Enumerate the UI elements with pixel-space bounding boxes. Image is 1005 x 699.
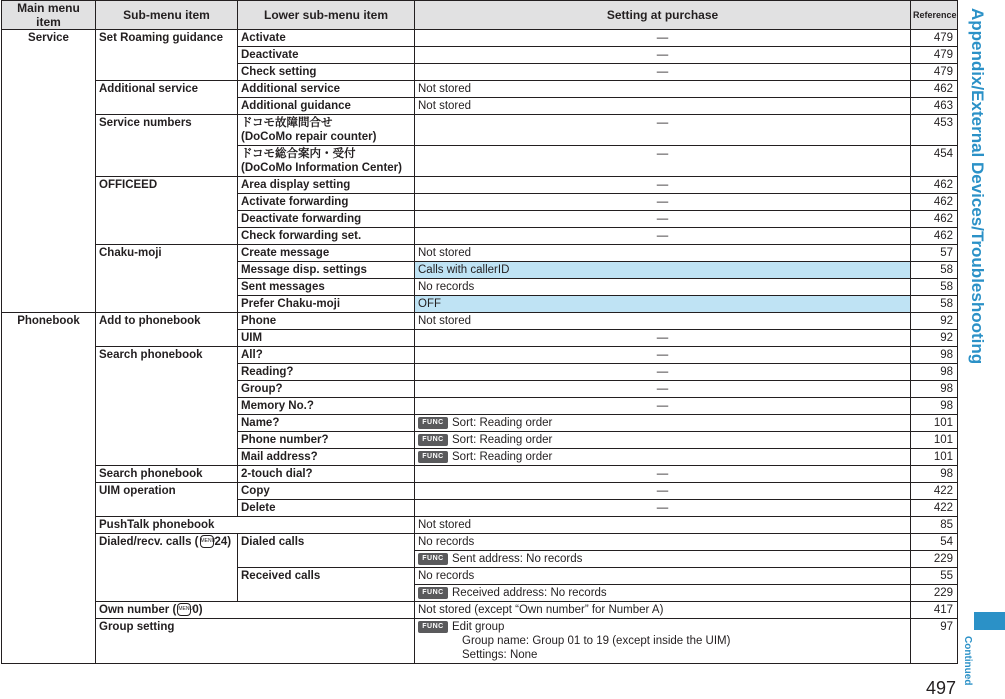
header-setting-at-purchase: Setting at purchase <box>415 1 911 30</box>
reference-cell: 462 <box>911 194 958 211</box>
lower-sub-menu-cell: Create message <box>238 245 415 262</box>
setting-cell: — <box>415 500 911 517</box>
setting-text: Received address: No records <box>452 587 607 599</box>
sub-menu-cell: Add to phonebook <box>96 313 238 347</box>
reference-cell: 92 <box>911 330 958 347</box>
sub-menu-cell: UIM operation <box>96 483 238 517</box>
setting-cell: — <box>415 115 911 146</box>
setting-cell: — <box>415 330 911 347</box>
header-reference: Reference <box>911 1 958 30</box>
table-row <box>2 245 958 262</box>
lower-sub-menu-cell: Additional guidance <box>238 98 415 115</box>
reference-cell: 101 <box>911 415 958 432</box>
sub-menu-cell: Service numbers <box>96 115 238 177</box>
reference-cell: 98 <box>911 364 958 381</box>
sub-menu-text: Dialed/recv. calls ( <box>99 536 199 548</box>
menu-key-icon: MENU <box>200 535 214 548</box>
page-number: 497 <box>926 678 957 698</box>
setting-cell: Not stored <box>415 313 911 330</box>
header-sub-menu-item: Sub-menu item <box>96 1 238 30</box>
lower-sub-menu-cell <box>238 146 415 177</box>
sub-menu-cell <box>96 602 415 619</box>
sub-menu-cell: Search phonebook <box>96 347 238 466</box>
lower-sub-menu-cell: Delete <box>238 500 415 517</box>
side-tab <box>967 8 997 628</box>
sub-menu-cell: OFFICEED <box>96 177 238 245</box>
setting-cell: — <box>415 64 911 81</box>
table-row <box>2 602 958 619</box>
setting-cell: — <box>415 466 911 483</box>
table-row <box>2 177 958 194</box>
table-row <box>2 313 958 330</box>
table-row <box>2 115 958 146</box>
menu-key-icon: MENU <box>177 603 191 616</box>
reference-cell: 58 <box>911 279 958 296</box>
func-key-icon: FUNC <box>418 587 448 599</box>
sub-menu-cell <box>96 534 238 602</box>
table-row <box>2 517 958 534</box>
lower-sub-menu-cell: Activate forwarding <box>238 194 415 211</box>
lower-sub-menu-line: ドコモ総合案内・受付 <box>241 148 356 160</box>
lower-sub-menu-cell: Deactivate forwarding <box>238 211 415 228</box>
setting-text: Edit group <box>452 621 505 633</box>
sub-menu-text: 0) <box>192 604 203 616</box>
setting-cell: Not stored <box>415 98 911 115</box>
reference-cell: 417 <box>911 602 958 619</box>
header-main-menu-item: Main menu item <box>2 1 96 30</box>
lower-sub-menu-line: (DoCoMo Information Center) <box>241 162 402 174</box>
sub-menu-cell: Group setting <box>96 619 415 664</box>
setting-cell: — <box>415 483 911 500</box>
lower-sub-menu-line: (DoCoMo repair counter) <box>241 131 377 143</box>
reference-cell: 462 <box>911 81 958 98</box>
setting-cell: No records <box>415 279 911 296</box>
setting-detail: Group name: Group 01 to 19 (except inside the UIM) <box>462 635 731 647</box>
setting-cell: — <box>415 381 911 398</box>
setting-cell: Not stored <box>415 245 911 262</box>
table-row <box>2 483 958 500</box>
lower-sub-menu-cell: Additional service <box>238 81 415 98</box>
reference-cell: 229 <box>911 585 958 602</box>
continued-label: Continued <box>962 636 973 686</box>
lower-sub-menu-cell <box>238 115 415 146</box>
setting-text: Sort: Reading order <box>452 451 553 463</box>
table-row <box>2 30 958 47</box>
func-key-icon: FUNC <box>418 417 448 429</box>
header-lower-sub-menu-item: Lower sub-menu item <box>238 1 415 30</box>
section-tab-marker <box>974 612 1005 630</box>
reference-cell: 98 <box>911 381 958 398</box>
sub-menu-text: 24) <box>214 536 232 548</box>
lower-sub-menu-cell: Name? <box>238 415 415 432</box>
sub-menu-cell: PushTalk phonebook <box>96 517 415 534</box>
reference-cell: 101 <box>911 449 958 466</box>
reference-cell: 422 <box>911 483 958 500</box>
setting-cell: — <box>415 211 911 228</box>
setting-cell: No records <box>415 534 911 551</box>
table-row <box>2 466 958 483</box>
reference-cell: 453 <box>911 115 958 146</box>
reference-cell: 55 <box>911 568 958 585</box>
lower-sub-menu-cell: Area display setting <box>238 177 415 194</box>
reference-cell: 229 <box>911 551 958 568</box>
setting-cell: — <box>415 30 911 47</box>
setting-text: Sort: Reading order <box>452 434 553 446</box>
setting-text: Sent address: No records <box>452 553 583 565</box>
func-key-icon: FUNC <box>418 553 448 565</box>
reference-cell: 85 <box>911 517 958 534</box>
setting-cell <box>415 415 911 432</box>
setting-cell-highlighted: Calls with callerID <box>415 262 911 279</box>
setting-cell: — <box>415 146 911 177</box>
setting-detail: Settings: None <box>462 649 538 661</box>
reference-cell: 97 <box>911 619 958 664</box>
table-row <box>2 347 958 364</box>
main-menu-cell: Phonebook <box>2 313 96 664</box>
lower-sub-menu-line: ドコモ故障問合せ <box>241 117 333 129</box>
setting-cell: — <box>415 228 911 245</box>
section-title: Appendix/External Devices/Troubleshooting <box>968 8 987 365</box>
table-row <box>2 81 958 98</box>
lower-sub-menu-cell: UIM <box>238 330 415 347</box>
reference-cell: 454 <box>911 146 958 177</box>
lower-sub-menu-cell: Activate <box>238 30 415 47</box>
reference-cell: 58 <box>911 296 958 313</box>
lower-sub-menu-cell: Check forwarding set. <box>238 228 415 245</box>
lower-sub-menu-cell: Received calls <box>238 568 415 602</box>
reference-cell: 57 <box>911 245 958 262</box>
setting-cell: — <box>415 347 911 364</box>
reference-cell: 479 <box>911 47 958 64</box>
lower-sub-menu-cell: Message disp. settings <box>238 262 415 279</box>
setting-cell: No records <box>415 568 911 585</box>
table-row <box>2 619 958 664</box>
lower-sub-menu-cell: Check setting <box>238 64 415 81</box>
reference-cell: 479 <box>911 30 958 47</box>
lower-sub-menu-cell: All? <box>238 347 415 364</box>
reference-cell: 462 <box>911 177 958 194</box>
sub-menu-cell: Set Roaming guidance <box>96 30 238 81</box>
func-key-icon: FUNC <box>418 621 448 633</box>
reference-cell: 92 <box>911 313 958 330</box>
setting-cell-highlighted: OFF <box>415 296 911 313</box>
setting-text: Sort: Reading order <box>452 417 553 429</box>
setting-cell: — <box>415 47 911 64</box>
sub-menu-cell: Additional service <box>96 81 238 115</box>
main-menu-cell: Service <box>2 30 96 313</box>
func-key-icon: FUNC <box>418 434 448 446</box>
func-key-icon: FUNC <box>418 451 448 463</box>
sub-menu-text: Own number ( <box>99 604 177 616</box>
reference-cell: 462 <box>911 228 958 245</box>
reference-cell: 98 <box>911 398 958 415</box>
lower-sub-menu-cell: Phone <box>238 313 415 330</box>
setting-cell <box>415 432 911 449</box>
setting-cell: Not stored <box>415 81 911 98</box>
lower-sub-menu-cell: Deactivate <box>238 47 415 64</box>
setting-cell: — <box>415 364 911 381</box>
lower-sub-menu-cell: Memory No.? <box>238 398 415 415</box>
lower-sub-menu-cell: Prefer Chaku-moji <box>238 296 415 313</box>
lower-sub-menu-cell: Mail address? <box>238 449 415 466</box>
reference-cell: 479 <box>911 64 958 81</box>
setting-cell: — <box>415 398 911 415</box>
reference-cell: 101 <box>911 432 958 449</box>
lower-sub-menu-cell: Sent messages <box>238 279 415 296</box>
reference-cell: 98 <box>911 466 958 483</box>
reference-cell: 422 <box>911 500 958 517</box>
setting-cell: Not stored <box>415 517 911 534</box>
lower-sub-menu-cell: Group? <box>238 381 415 398</box>
reference-cell: 58 <box>911 262 958 279</box>
setting-cell <box>415 585 911 602</box>
sub-menu-cell: Chaku-moji <box>96 245 238 313</box>
lower-sub-menu-cell: Phone number? <box>238 432 415 449</box>
lower-sub-menu-cell: 2-touch dial? <box>238 466 415 483</box>
lower-sub-menu-cell: Reading? <box>238 364 415 381</box>
lower-sub-menu-cell: Dialed calls <box>238 534 415 568</box>
table-header-row <box>2 1 958 30</box>
sub-menu-cell: Search phonebook <box>96 466 238 483</box>
reference-cell: 54 <box>911 534 958 551</box>
setting-cell <box>415 551 911 568</box>
table-row <box>2 534 958 551</box>
setting-cell: — <box>415 194 911 211</box>
setting-cell: Not stored (except “Own number” for Number A) <box>415 602 911 619</box>
setting-cell <box>415 449 911 466</box>
lower-sub-menu-cell: Copy <box>238 483 415 500</box>
setting-cell: — <box>415 177 911 194</box>
setting-cell <box>415 619 911 664</box>
reference-cell: 462 <box>911 211 958 228</box>
reference-cell: 98 <box>911 347 958 364</box>
menu-function-table <box>1 0 957 664</box>
reference-cell: 463 <box>911 98 958 115</box>
